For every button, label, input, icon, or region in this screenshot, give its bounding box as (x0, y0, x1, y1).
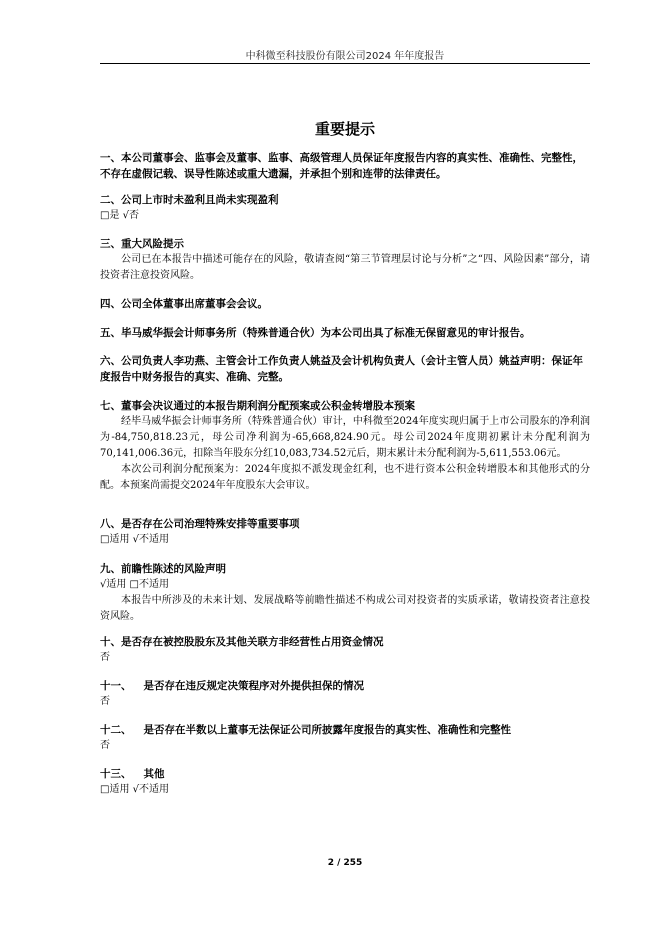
section-2-options: □是 √否 (100, 210, 139, 221)
section-9-options: √适用 □不适用 (100, 579, 169, 590)
header-divider (100, 63, 590, 64)
section-13-heading: 其他 (143, 768, 165, 780)
section-10-heading: 十、是否存在被控股股东及其他关联方非经营性占用资金情况 (100, 636, 384, 648)
section-2-heading: 二、公司上市时未盈利且尚未实现盈利 (100, 194, 279, 206)
section-5-heading: 五、毕马威华振会计师事务所（特殊普通合伙）为本公司出具了标准无保留意见的审计报告。 (100, 327, 531, 339)
section-11 (100, 678, 590, 710)
section-1-heading: 一、本公司董事会、监事会及董事、监事、高级管理人员保证年度报告内容的真实性、准确性、完整性，不存在虚假记载、误导性陈述或重大遗漏，并承担个别和连带的法律责任。 (100, 152, 583, 180)
section-3-heading: 三、重大风险提示 (100, 238, 184, 250)
section-2 (100, 192, 590, 224)
section-9 (100, 561, 590, 625)
section-13 (100, 766, 590, 798)
section-12-answer: 否 (100, 740, 110, 751)
section-7-heading: 七、董事会决议通过的本报告期利润分配预案或公积金转增股本预案 (100, 400, 415, 412)
page-title: 重要提示 (314, 120, 375, 138)
page-number: 2 / 255 (327, 858, 363, 868)
section-7-para-1: 经毕马威华振会计师事务所（特殊普通合伙）审计，中科微至2024年度实现归属于上市公司股东的净利润为-84,750,818.23元，母公司净利润为-65,668,824.90元。母公司2024年度期初累计未分配利润为70,141,006.36元，扣除当年股东分红10,083,734.52元后，期末累计未分配利润为-5,611,553.06元。 (100, 416, 590, 459)
section-8-heading: 八、是否存在公司治理特殊安排等重要事项 (100, 518, 300, 530)
section-9-heading: 九、前瞻性陈述的风险声明 (100, 563, 226, 575)
section-6-heading: 六、公司负责人李功燕、主管会计工作负责人姚益及会计机构负责人（会计主管人员）姚益声明：保证年度报告中财务报告的真实、准确、完整。 (100, 355, 583, 383)
section-12-heading: 是否存在半数以上董事无法保证公司所披露年度报告的真实性、准确性和完整性 (143, 724, 511, 736)
section-3-body: 公司已在本报告中描述可能存在的风险，敬请查阅“第三节管理层讨论与分析”之“四、风险因素”部分，请投资者注意投资风险。 (100, 254, 590, 281)
section-13-number: 十三、 (100, 768, 132, 780)
section-13-options: □适用 √不适用 (100, 784, 169, 795)
document-header: 中科微至科技股份有限公司2024 年年度报告 (245, 51, 445, 62)
section-7-para-2: 本次公司利润分配预案为：2024年度拟不派发现金红利，也不进行资本公积金转增股本和其他形式的分配。本预案尚需提交2024年年度股东大会审议。 (100, 464, 590, 491)
section-3 (100, 236, 590, 284)
section-8 (100, 516, 590, 548)
section-12 (100, 722, 590, 754)
section-9-body: 本报告中所涉及的未来计划、发展战略等前瞻性描述不构成公司对投资者的实质承诺，敬请投资者注意投资风险。 (100, 595, 590, 622)
section-10-answer: 否 (100, 652, 110, 663)
section-11-heading: 是否存在违反规定决策程序对外提供担保的情况 (143, 680, 364, 692)
section-7 (100, 398, 590, 494)
section-12-number: 十二、 (100, 724, 132, 736)
section-10 (100, 634, 590, 666)
section-11-number: 十一、 (100, 680, 132, 692)
section-8-options: □适用 √不适用 (100, 534, 169, 545)
section-11-answer: 否 (100, 696, 110, 707)
section-4-heading: 四、公司全体董事出席董事会会议。 (100, 298, 268, 310)
